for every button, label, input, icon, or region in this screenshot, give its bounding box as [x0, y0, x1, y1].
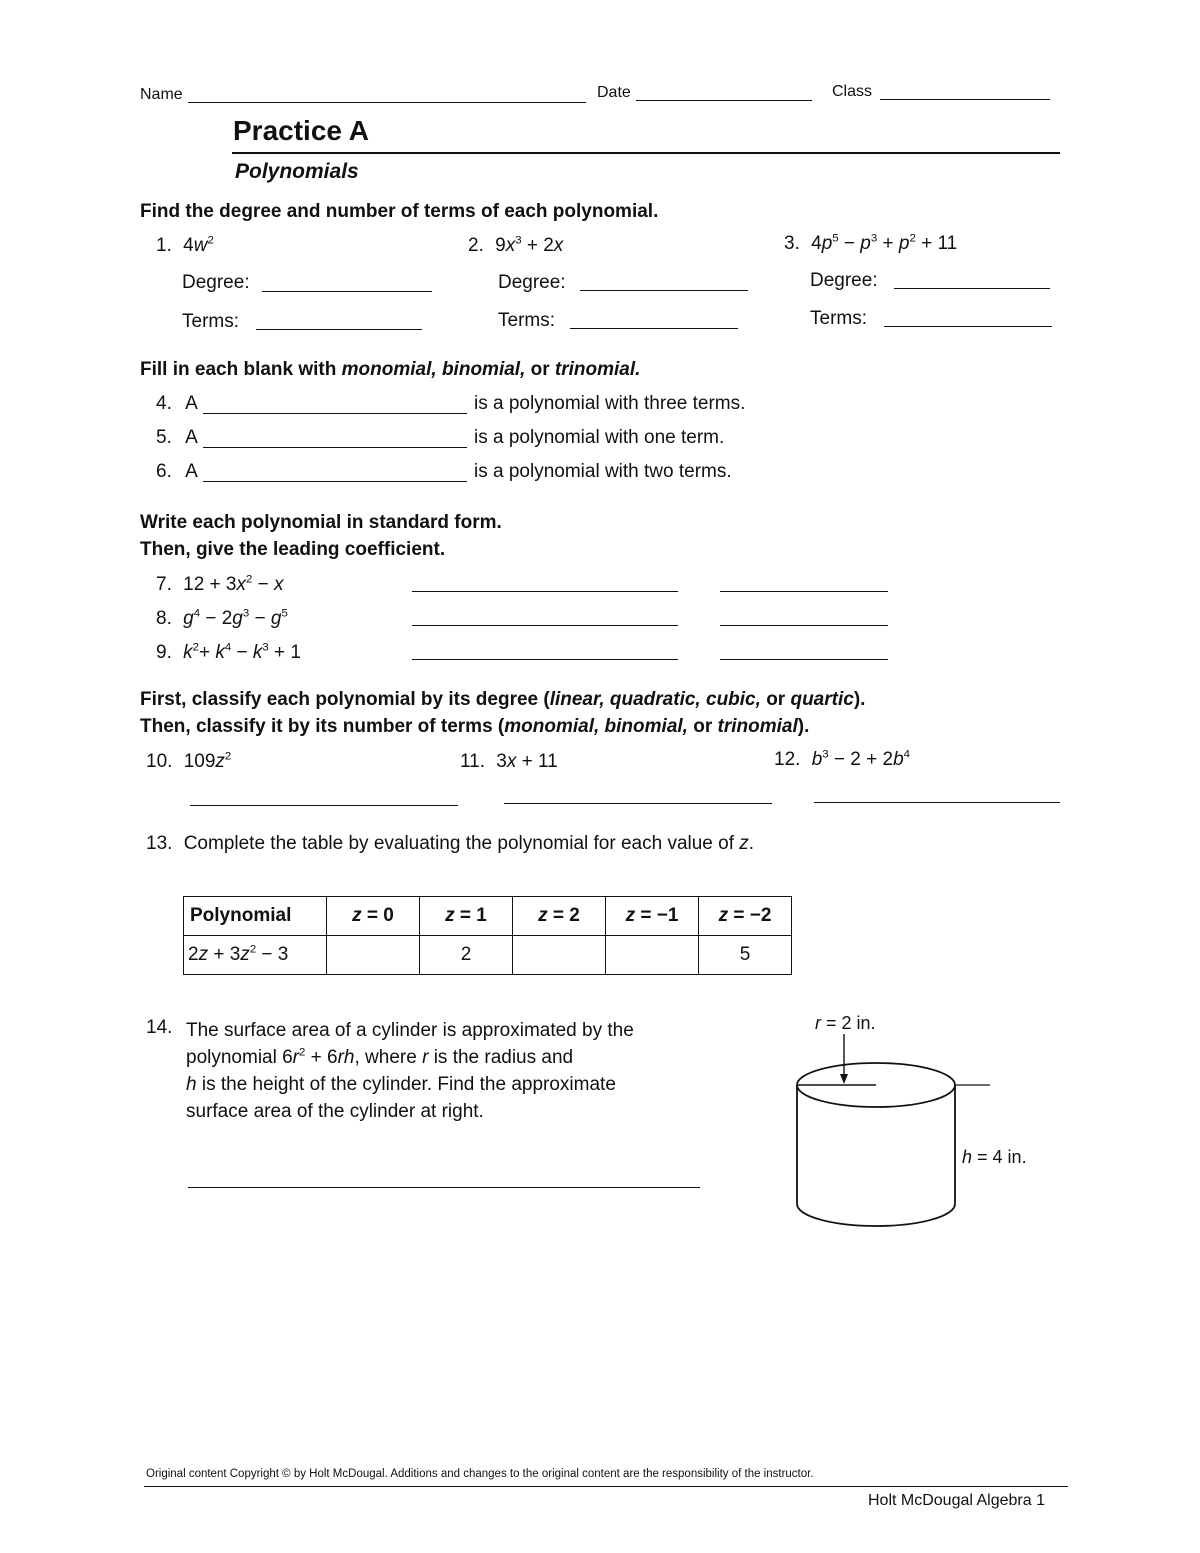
cell-z1: 2 — [420, 936, 513, 975]
problem-4 — [156, 393, 198, 415]
table-header-row — [184, 897, 792, 936]
problem-7-standard-form-blank[interactable] — [412, 591, 678, 592]
section4-l2-end: ). — [797, 716, 810, 737]
problem-3-number: 3. — [784, 233, 800, 254]
terms-blank-2[interactable] — [570, 328, 738, 329]
table-row — [184, 936, 792, 975]
problem-3-expression: $4p^5 - p^3 + p^2 + 11$ — [811, 232, 958, 254]
problem-14-line-2b: , where — [354, 1047, 417, 1068]
book-title: Holt McDougal Algebra 1 — [868, 1492, 1045, 1509]
problem-14-line-3-text: is the height of the cylinder. Find the approximate — [201, 1074, 616, 1095]
problem-7 — [156, 574, 284, 596]
degree-label-3: Degree: — [810, 270, 878, 291]
problem-9 — [156, 642, 301, 664]
word-binomial-2: binomial, — [604, 716, 688, 737]
problem-5-number: 5. — [156, 427, 172, 448]
problem-14-number: 14. — [146, 1017, 173, 1038]
problem-6 — [156, 461, 198, 483]
height-label-value: = 4 in. — [977, 1147, 1027, 1167]
header-z1-value: = 1 — [459, 905, 487, 926]
problem-3 — [784, 233, 957, 255]
problem-1-number: 1. — [156, 235, 172, 256]
word-or-1: or — [766, 689, 786, 710]
word-linear: linear, — [549, 689, 605, 710]
section2-instruction — [140, 359, 640, 381]
evaluation-table — [183, 896, 792, 975]
word-quadratic: quadratic, — [609, 689, 701, 710]
problem-12 — [774, 749, 910, 771]
header-z0-value: = 0 — [366, 905, 394, 926]
problem-13-text: Complete the table by evaluating the polynomial for each value of — [183, 833, 734, 854]
degree-blank-1[interactable] — [262, 291, 432, 292]
problem-4-text: is a polynomial with three terms. — [474, 393, 746, 414]
problem-13 — [146, 833, 754, 855]
problem-5-text: is a polynomial with one term. — [474, 427, 725, 448]
problem-10-blank[interactable] — [190, 805, 458, 806]
problem-12-number: 12. — [774, 749, 801, 770]
problem-8-expression: $g^4 - 2g^3 - g^5$ — [183, 607, 288, 629]
class-label: Class — [832, 83, 873, 100]
header-z1-var: z — [445, 905, 455, 926]
problem-13-number: 13. — [146, 833, 173, 854]
problem-9-coefficient-blank[interactable] — [720, 659, 888, 660]
header-zneg2 — [699, 897, 792, 936]
problem-5 — [156, 427, 198, 449]
header-zneg1 — [606, 897, 699, 936]
word-monomial: monomial, — [341, 359, 437, 380]
section4-l1-text: First, classify each polynomial by its degree ( — [140, 689, 550, 710]
section3-instruction-2: Then, give the leading coefficient. — [140, 539, 446, 560]
problem-6-number: 6. — [156, 461, 172, 482]
problem-7-expression: $12 + 3x^2 - x$ — [183, 573, 284, 595]
problem-6-blank[interactable] — [203, 481, 467, 482]
radius-label: r = 2 in. — [815, 1013, 876, 1033]
problem-2 — [468, 235, 563, 257]
radius-label-value: = 2 in. — [826, 1013, 876, 1033]
table-polynomial-cell: $2z + 3z^2 - 3$ — [184, 936, 327, 975]
problem-11-expression: 3x + 11 — [496, 751, 558, 772]
problem-7-number: 7. — [156, 574, 172, 595]
problem-8-coefficient-blank[interactable] — [720, 625, 888, 626]
problem-2-expression: $9x^3 + 2x$ — [495, 234, 564, 256]
problem-9-standard-form-blank[interactable] — [412, 659, 678, 660]
section4-l2-text: Then, classify it by its number of terms ( — [140, 716, 505, 737]
word-binomial: binomial, — [441, 359, 526, 380]
section4-instruction-1 — [140, 689, 865, 711]
problem-10-expression: $109z^2$ — [183, 750, 232, 772]
problem-14-text — [186, 1017, 634, 1125]
cell-zneg1[interactable] — [606, 936, 699, 975]
page-subtitle: Polynomials — [235, 160, 359, 183]
page-title: Practice A — [233, 115, 369, 146]
problem-2-number: 2. — [468, 235, 484, 256]
header-z2-value: = 2 — [552, 905, 580, 926]
date-label: Date — [597, 84, 631, 101]
terms-blank-3[interactable] — [884, 326, 1052, 327]
degree-label-2: Degree: — [498, 272, 566, 293]
word-or: or — [530, 359, 550, 380]
name-label: Name — [140, 86, 183, 103]
header-z0-var: z — [352, 905, 362, 926]
header-z0 — [327, 897, 420, 936]
problem-4-blank[interactable] — [203, 413, 467, 414]
problem-4-number: 4. — [156, 393, 172, 414]
degree-blank-3[interactable] — [894, 288, 1050, 289]
section4-instruction-2 — [140, 716, 809, 738]
word-trinomial-2: trinomial — [717, 716, 798, 737]
problem-1 — [156, 235, 214, 257]
title-rule — [232, 152, 1060, 154]
terms-label-3: Terms: — [810, 308, 867, 329]
word-trinomial: trinomial. — [554, 359, 641, 380]
footer-rule — [144, 1486, 1068, 1487]
cell-z2[interactable] — [513, 936, 606, 975]
terms-label-2: Terms: — [498, 310, 555, 331]
cell-zneg2: 5 — [699, 936, 792, 975]
problem-13-variable: z — [739, 833, 749, 854]
word-cubic: cubic, — [706, 689, 761, 710]
header-zneg2-var: z — [718, 905, 729, 926]
problem-13-period: . — [748, 833, 755, 854]
problem-4-article: A — [185, 393, 198, 414]
date-field[interactable] — [636, 100, 812, 101]
word-monomial-2: monomial, — [504, 716, 600, 737]
degree-blank-2[interactable] — [580, 290, 748, 291]
cylinder-bottom — [797, 1204, 955, 1226]
radius-arrowhead — [840, 1074, 848, 1084]
cylinder-figure — [780, 1010, 1040, 1240]
word-or-2: or — [693, 716, 713, 737]
copyright-note: Original content Copyright © by Holt McDougal. Additions and changes to the original content are the responsibility of the instructor. — [146, 1468, 814, 1480]
problem-10-number: 10. — [146, 751, 173, 772]
problem-9-number: 9. — [156, 642, 172, 663]
problem-11-blank[interactable] — [504, 803, 772, 804]
class-field[interactable] — [880, 99, 1050, 100]
problem-8-number: 8. — [156, 608, 172, 629]
problem-14-line-1: The surface area of a cylinder is approximated by the — [186, 1020, 634, 1041]
terms-blank-1[interactable] — [256, 329, 422, 330]
section2-instruction-text: Fill in each blank with — [140, 359, 337, 380]
section3-instruction-1: Write each polynomial in standard form. — [140, 512, 502, 533]
header-z2-var: z — [538, 905, 548, 926]
problem-14-line-2: polynomial $6r^2 + 6rh$, where r is the radius and — [186, 1046, 574, 1068]
problem-14-line-2a: polynomial 6 — [186, 1047, 293, 1068]
header-z2 — [513, 897, 606, 936]
problem-5-article: A — [185, 427, 198, 448]
problem-14-line-2c: is the radius and — [433, 1047, 574, 1068]
degree-label-1: Degree: — [182, 272, 250, 293]
problem-14-line-4: surface area of the cylinder at right. — [186, 1101, 484, 1122]
header-zneg1-value: = −1 — [640, 905, 679, 926]
section1-instruction: Find the degree and number of terms of each polynomial. — [140, 201, 659, 222]
problem-8 — [156, 608, 288, 630]
section4-l1-end: ). — [853, 689, 866, 710]
problem-1-expression: $4w^2$ — [183, 234, 214, 256]
header-polynomial-label: Polynomial — [190, 905, 292, 926]
problem-12-blank[interactable] — [814, 802, 1060, 803]
name-field[interactable] — [188, 102, 586, 103]
problem-9-expression: $k^2+ k^4 - k^3 + 1$ — [183, 641, 301, 663]
header-zneg2-value: = −2 — [733, 905, 772, 926]
problem-5-blank[interactable] — [203, 447, 467, 448]
problem-14-line-3: h is the height of the cylinder. Find the approximate — [186, 1074, 616, 1095]
problem-14-blank[interactable] — [188, 1187, 700, 1188]
problem-11 — [460, 751, 558, 773]
header-zneg1-var: z — [625, 905, 636, 926]
problem-7-coefficient-blank[interactable] — [720, 591, 888, 592]
cell-z0[interactable] — [327, 936, 420, 975]
header-z1 — [420, 897, 513, 936]
problem-11-number: 11. — [460, 751, 486, 772]
terms-label-1: Terms: — [182, 311, 239, 332]
height-label: h = 4 in. — [962, 1147, 1027, 1167]
problem-6-article: A — [185, 461, 198, 482]
problem-6-text: is a polynomial with two terms. — [474, 461, 732, 482]
problem-12-expression: $b^3 - 2 + 2b^4$ — [811, 748, 910, 770]
word-quartic: quartic — [790, 689, 854, 710]
problem-10 — [146, 751, 231, 773]
header-polynomial — [184, 897, 327, 936]
problem-8-standard-form-blank[interactable] — [412, 625, 678, 626]
